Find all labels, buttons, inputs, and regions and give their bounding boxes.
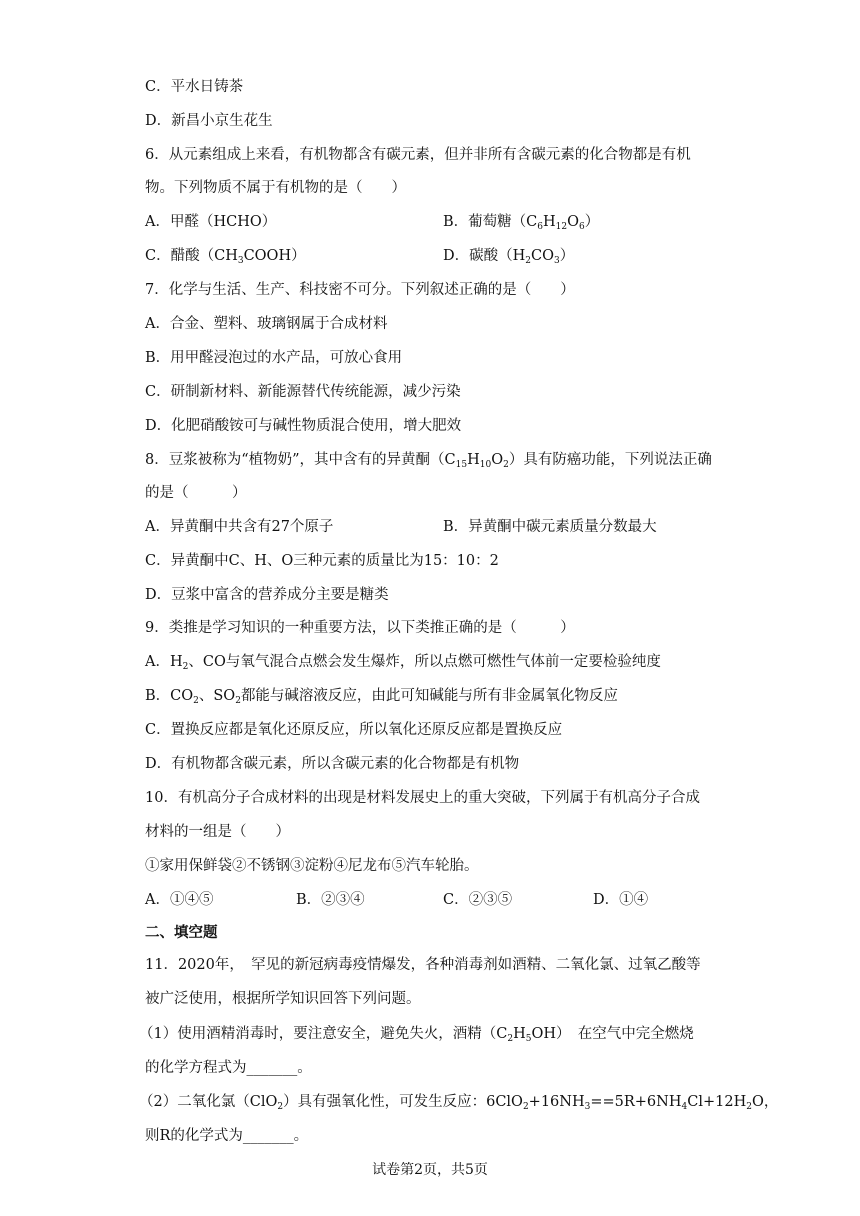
q11-stem-line2: 被广泛使用，根据所学知识回答下列问题。 <box>145 991 421 1007</box>
q9-option-d: D．有机物都含碳元素，所以含碳元素的化合物都是有机物 <box>145 756 520 772</box>
q10-option-c: C．②③⑤ <box>443 892 513 908</box>
q10-stem-line2: 材料的一组是（ ） <box>145 824 290 840</box>
q5-option-c: C．平水日铸茶 <box>145 79 244 95</box>
q10-items: ①家用保鲜袋②不锈钢③淀粉④尼龙布⑤汽车轮胎。 <box>145 858 479 874</box>
q9-stem: 9．类推是学习知识的一种重要方法，以下类推正确的是（ ） <box>145 620 575 636</box>
q10-option-b: B．②③④ <box>296 892 365 908</box>
q9-option-c: C．置换反应都是氧化还原反应，所以氧化还原反应都是置换反应 <box>145 722 563 738</box>
q7-option-d: D．化肥硝酸铵可与碱性物质混合使用，增大肥效 <box>145 418 462 434</box>
q8-option-b: B．异黄酮中碳元素质量分数最大 <box>443 519 657 535</box>
q5-option-d: D．新昌小京生花生 <box>145 113 273 129</box>
q6-option-d: D．碳酸$(H_2CO_3)$ <box>443 248 575 266</box>
q7-option-a: A．合金、塑料、玻璃钢属于合成材料 <box>145 316 388 332</box>
q7-option-b: B．用甲醛浸泡过的水产品，可放心食用 <box>145 350 403 366</box>
q11-part2: （2）二氧化氯（ClO$_2$）具有强氧化性，可发生反应：$6ClO_2+16NH_3==5R+6NH_4Cl+12H_2O$， <box>139 1094 779 1112</box>
q7-option-c: C．研制新材料、新能源替代传统能源，减少污染 <box>145 384 461 400</box>
q6-stem-line1: 6．从元素组成上来看，有机物都含有碳元素，但并非所有含碳元素的化合物都是有机 <box>145 147 691 163</box>
q6-option-c: C．醋酸$(CH_3COOH)$ <box>145 248 306 266</box>
q10-option-d: D．①④ <box>593 892 649 908</box>
q10-option-a: A．①④⑤ <box>145 892 214 908</box>
q11-part1: （1）使用酒精消毒时，要注意安全，避免失火，酒精$(C_2H_5OH)$ 在空气中完全燃烧 <box>139 1026 694 1044</box>
q8-option-c: C．异黄酮中C、H、O三种元素的质量比为15：10：2 <box>145 553 499 569</box>
q10-stem-line1: 10．有机高分子合成材料的出现是材料发展史上的重大突破，下列属于有机高分子合成 <box>145 790 700 806</box>
q8-stem-line2: 的是（ ） <box>145 485 247 501</box>
q6-stem-line2: 物。下列物质不属于有机物的是（ ） <box>145 180 406 196</box>
section-heading: 二、填空题 <box>145 924 218 941</box>
q8-option-a: A．异黄酮中共含有27个原子 <box>145 519 334 535</box>
q6-option-b: B．葡萄糖$(C_6H_{12}O_6)$ <box>443 214 600 232</box>
q7-stem: 7．化学与生活、生产、科技密不可分。下列叙述正确的是（ ） <box>145 282 575 298</box>
q11-stem-line1: 11．2020年， 罕见的新冠病毒疫情爆发，各种消毒剂如酒精、二氧化氯、过氧乙酸等 <box>145 957 701 973</box>
q9-option-a: A．$H_2$、CO与氧气混合点燃会发生爆炸，所以点燃可燃性气体前一定要检验纯度 <box>145 654 661 672</box>
q8-option-d: D．豆浆中富含的营养成分主要是糖类 <box>145 587 389 603</box>
page-footer: 试卷第2页，共5页 <box>372 1162 488 1178</box>
q11-part1-line2: 的化学方程式为_______。 <box>145 1060 312 1076</box>
q11-part2-line2: 则R的化学式为_______。 <box>145 1128 309 1144</box>
q9-option-b: B．$CO_2$、$SO_2$都能与碱溶液反应，由此可知碱能与所有非金属氧化物反应 <box>145 688 618 706</box>
q6-option-a: A．甲醛（HCHO） <box>145 214 277 230</box>
q8-stem-line1: 8．豆浆被称为“植物奶”，其中含有的异黄酮$(C_{15}H_{10}O_2)$具有防癌功能，下列说法正确 <box>145 452 712 470</box>
